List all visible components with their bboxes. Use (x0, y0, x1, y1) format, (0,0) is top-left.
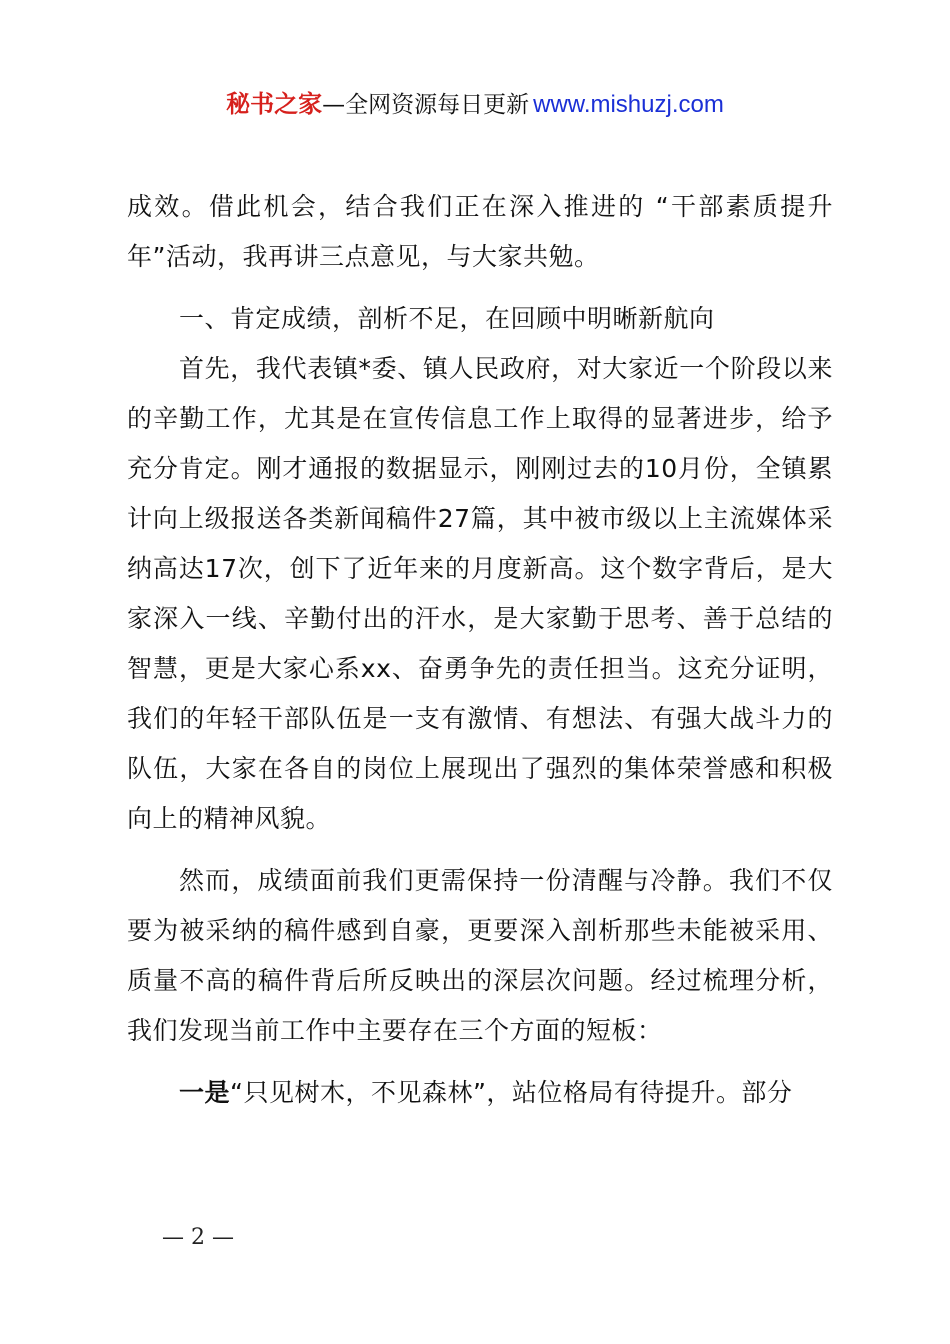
banner-url[interactable]: www.mishuzj.com (533, 91, 724, 118)
document-body (127, 182, 833, 1118)
section-heading-1: 一、肯定成绩，剖析不足，在回顾中明晰新航向 (179, 304, 715, 333)
paragraph-shortcomings: 然而，成绩面前我们更需保持一份清醒与冷静。我们不仅要为被采纳的稿件感到自豪，更要深入剖析那些未能被采用、质量不高的稿件背后所反映出的深层次问题。经过梳理分析，我们发现当前工作中主要存在三个方面的短板： (127, 866, 833, 1045)
brand-name: 秘书之家 (226, 90, 323, 118)
site-banner (0, 86, 950, 123)
point-one-label: 一是 (179, 1078, 231, 1107)
paragraph-point-one (127, 1068, 833, 1118)
banner-slogan: —全网资源每日更新 (322, 92, 530, 118)
paragraph-continuation: 成效。借此机会，结合我们正在深入推进的 “干部素质提升年”活动，我再讲三点意见，与大家共勉。 (127, 192, 833, 271)
point-one-text: “只见树木，不见森林”，站位格局有待提升。部分 (230, 1078, 793, 1107)
page-number: — 2 — (162, 1225, 234, 1250)
paragraph-achievements: 首先，我代表镇*委、镇人民政府，对大家近一个阶段以来的辛勤工作，尤其是在宣传信息工作上取得的显著进步，给予充分肯定。刚才通报的数据显示，刚刚过去的10月份，全镇累计向上级报送各类新闻稿件27篇，其中被市级以上主流媒体采纳高达17次，创下了近年来的月度新高。这个数字背后，是大家深入一线、辛勤付出的汗水，是大家勤于思考、善于总结的智慧，更是大家心系xx、奋勇争先的责任担当。这充分证明，我们的年轻干部队伍是一支有激情、有想法、有强大战斗力的队伍，大家在各自的岗位上展现出了强烈的集体荣誉感和积极向上的精神风貌。 (127, 354, 833, 833)
